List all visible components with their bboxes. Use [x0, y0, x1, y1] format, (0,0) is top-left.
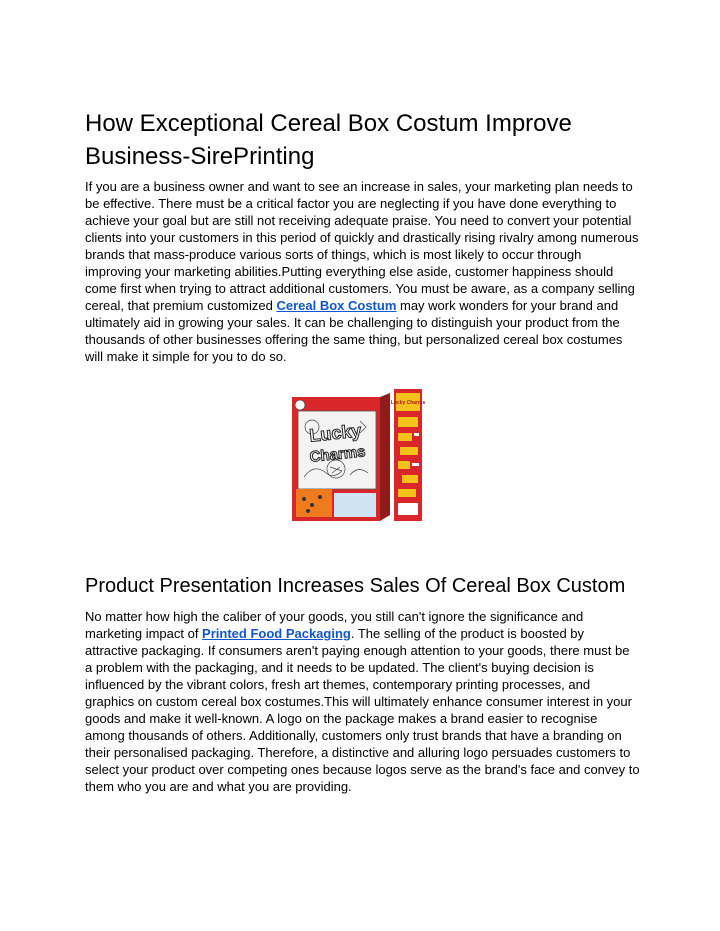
- section-text-before: No matter how high the caliber of your goods, you still can't ignore the significance and marketing impact of: [85, 609, 584, 641]
- section-heading: Product Presentation Increases Sales Of Cereal Box Custom: [85, 575, 626, 597]
- intro-paragraph: [85, 178, 640, 365]
- section-text-after: . The selling of the product is boosted by attractive packaging. If consumers aren't paying enough attention to your goods, there must be a problem with the packaging, and it needs to be updated. The client's buying decision is influenced by the vibrant colors, fresh art themes, contemporary printing processes, and graphics on custom cereal box costumes.This will ultimately enhance consumer interest in your goods and make it well-known. A logo on the package makes a brand easier to recognise among thousands of others. Additionally, customers only trust brands that have a branding on their personalised packaging. Therefore, a distinctive and alluring logo persuades customers to select your product over competing ones because logos serve as the brand's face and convey to them who you are and what you are providing.: [85, 626, 640, 794]
- cereal-box-costum-link[interactable]: Cereal Box Costum: [276, 298, 397, 313]
- side-panel-label: Lucky Charms: [390, 400, 426, 406]
- brand-text-top: Lucky: [308, 420, 363, 446]
- intro-text-after: may work wonders for your brand and ultimately aid in growing your sales. It can be challenging to distinguish your product from the thousands of other businesses offering the same thing, but personalized cereal box costumes will make it simple for you to do so.: [85, 298, 623, 364]
- intro-text-before: If you are a business owner and want to see an increase in sales, your marketing plan needs to be effective. There must be a critical factor you are neglecting if you have done everything to achieve your goal but are still not receiving adequate praise. You need to convert your potential clients into your customers in this period of quickly and drastically rising rivalry among numerous brands that mass-produce various sorts of things, which is most likely to occur through improving your marketing abilities.Putting everything else aside, customer happiness should come first when trying to attract additional customers. You must be aware, as a company selling cereal, that premium customized: [85, 179, 639, 313]
- printed-food-packaging-link[interactable]: Printed Food Packaging: [202, 626, 351, 641]
- page-title: How Exceptional Cereal Box Costum Improve Business-SirePrinting: [85, 110, 572, 170]
- cereal-box-image: [290, 387, 430, 525]
- brand-text-bottom: Charms: [308, 443, 367, 466]
- section-paragraph: [85, 608, 640, 795]
